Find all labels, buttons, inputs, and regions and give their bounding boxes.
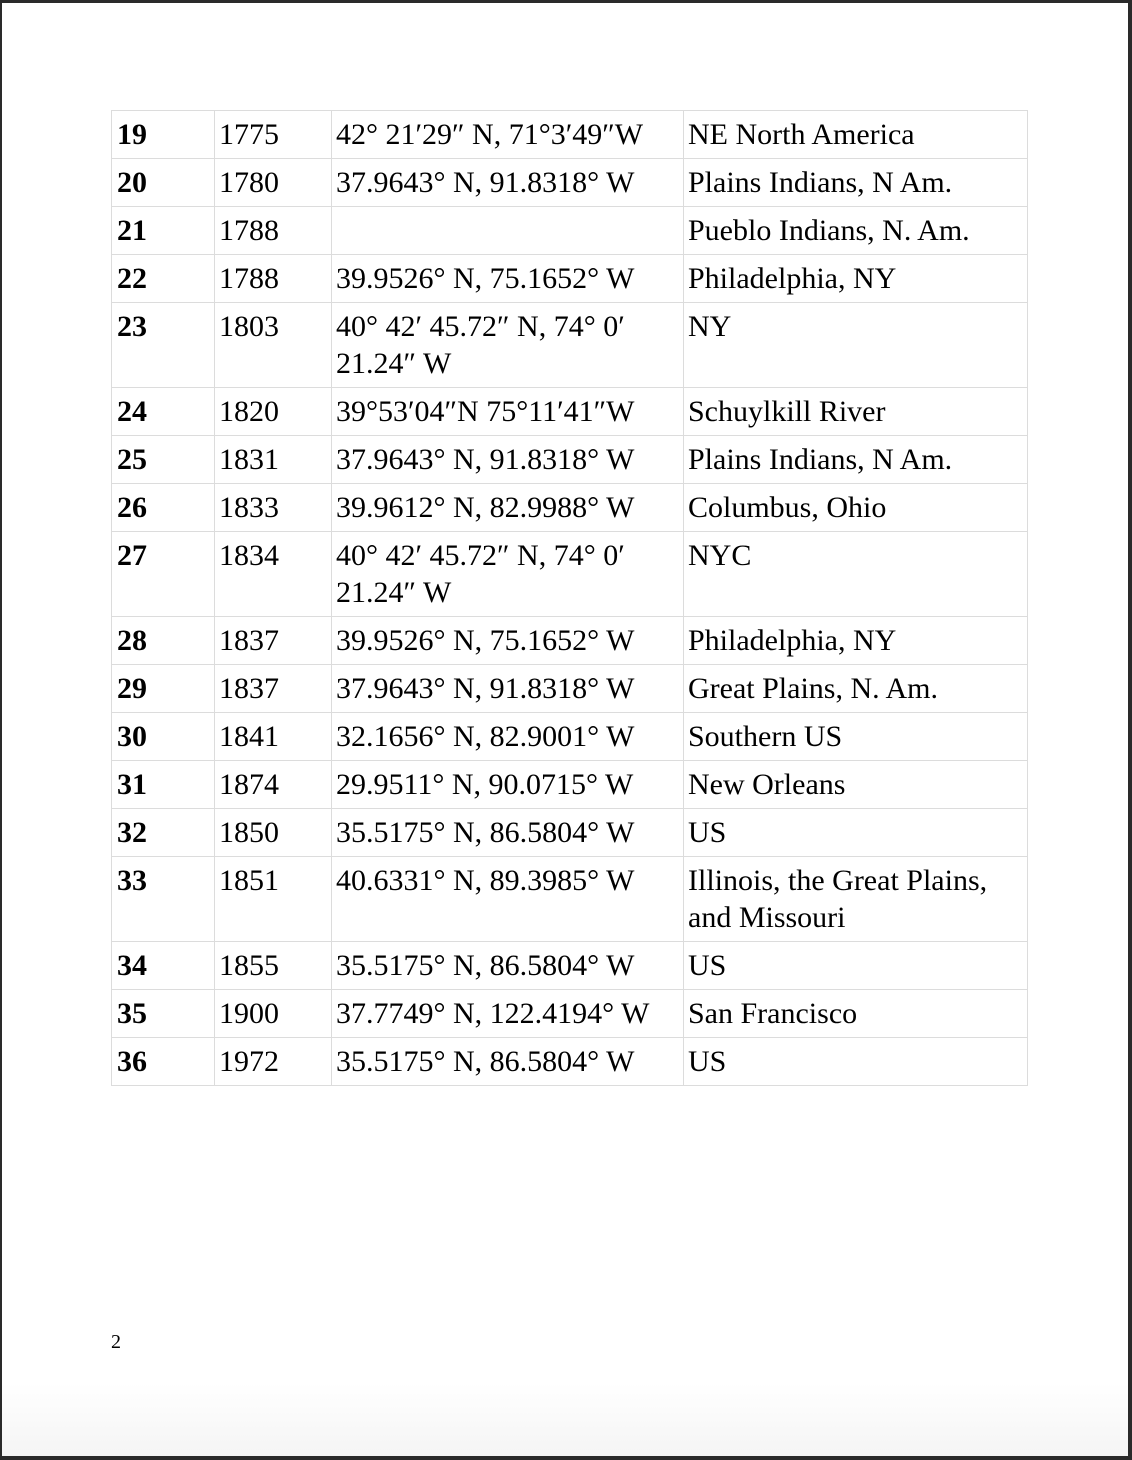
row-number-cell: 33 bbox=[112, 857, 215, 942]
coordinates-cell: 32.1656° N, 82.9001° W bbox=[332, 713, 684, 761]
coordinates-cell: 39.9612° N, 82.9988° W bbox=[332, 484, 684, 532]
row-number-cell: 19 bbox=[112, 111, 215, 159]
row-number-cell: 28 bbox=[112, 617, 215, 665]
year-cell: 1855 bbox=[215, 942, 332, 990]
location-cell: NE North America bbox=[684, 111, 1028, 159]
events-table bbox=[111, 110, 1028, 1086]
row-number-cell: 36 bbox=[112, 1038, 215, 1086]
year-cell: 1820 bbox=[215, 388, 332, 436]
table-row bbox=[112, 713, 1028, 761]
table-body bbox=[112, 111, 1028, 1086]
coordinates-cell: 29.9511° N, 90.0715° W bbox=[332, 761, 684, 809]
row-number-cell: 24 bbox=[112, 388, 215, 436]
table-row bbox=[112, 1038, 1028, 1086]
coordinates-cell: 37.7749° N, 122.4194° W bbox=[332, 990, 684, 1038]
location-cell: Pueblo Indians, N. Am. bbox=[684, 207, 1028, 255]
location-cell: US bbox=[684, 942, 1028, 990]
location-cell: NY bbox=[684, 303, 1028, 388]
year-cell: 1841 bbox=[215, 713, 332, 761]
year-cell: 1834 bbox=[215, 532, 332, 617]
location-cell: Columbus, Ohio bbox=[684, 484, 1028, 532]
row-number-cell: 22 bbox=[112, 255, 215, 303]
table-row bbox=[112, 159, 1028, 207]
year-cell: 1775 bbox=[215, 111, 332, 159]
location-cell: San Francisco bbox=[684, 990, 1028, 1038]
table-row bbox=[112, 255, 1028, 303]
location-cell: Philadelphia, NY bbox=[684, 617, 1028, 665]
location-cell: Philadelphia, NY bbox=[684, 255, 1028, 303]
table-row bbox=[112, 617, 1028, 665]
coordinates-cell: 39.9526° N, 75.1652° W bbox=[332, 255, 684, 303]
table-row bbox=[112, 303, 1028, 388]
page-number: 2 bbox=[111, 1331, 121, 1353]
year-cell: 1803 bbox=[215, 303, 332, 388]
row-number-cell: 29 bbox=[112, 665, 215, 713]
row-number-cell: 35 bbox=[112, 990, 215, 1038]
year-cell: 1900 bbox=[215, 990, 332, 1038]
location-cell: Plains Indians, N Am. bbox=[684, 159, 1028, 207]
year-cell: 1972 bbox=[215, 1038, 332, 1086]
table-row bbox=[112, 665, 1028, 713]
year-cell: 1833 bbox=[215, 484, 332, 532]
year-cell: 1831 bbox=[215, 436, 332, 484]
table-row bbox=[112, 388, 1028, 436]
table-row bbox=[112, 436, 1028, 484]
coordinates-cell: 35.5175° N, 86.5804° W bbox=[332, 942, 684, 990]
row-number-cell: 34 bbox=[112, 942, 215, 990]
location-cell: Great Plains, N. Am. bbox=[684, 665, 1028, 713]
location-cell: Southern US bbox=[684, 713, 1028, 761]
location-cell: US bbox=[684, 809, 1028, 857]
year-cell: 1780 bbox=[215, 159, 332, 207]
coordinates-cell: 40° 42′ 45.72″ N, 74° 0′ 21.24″ W bbox=[332, 532, 684, 617]
row-number-cell: 21 bbox=[112, 207, 215, 255]
coordinates-cell: 37.9643° N, 91.8318° W bbox=[332, 159, 684, 207]
table-row bbox=[112, 857, 1028, 942]
coordinates-cell: 35.5175° N, 86.5804° W bbox=[332, 1038, 684, 1086]
row-number-cell: 31 bbox=[112, 761, 215, 809]
coordinates-cell: 39.9526° N, 75.1652° W bbox=[332, 617, 684, 665]
location-cell: Schuylkill River bbox=[684, 388, 1028, 436]
row-number-cell: 32 bbox=[112, 809, 215, 857]
row-number-cell: 23 bbox=[112, 303, 215, 388]
coordinates-cell bbox=[332, 207, 684, 255]
location-cell: New Orleans bbox=[684, 761, 1028, 809]
row-number-cell: 25 bbox=[112, 436, 215, 484]
table-row bbox=[112, 761, 1028, 809]
row-number-cell: 20 bbox=[112, 159, 215, 207]
table-row bbox=[112, 111, 1028, 159]
table-row bbox=[112, 809, 1028, 857]
year-cell: 1850 bbox=[215, 809, 332, 857]
year-cell: 1788 bbox=[215, 207, 332, 255]
location-cell: US bbox=[684, 1038, 1028, 1086]
table-row bbox=[112, 484, 1028, 532]
year-cell: 1837 bbox=[215, 665, 332, 713]
year-cell: 1851 bbox=[215, 857, 332, 942]
coordinates-cell: 39°53′04″N 75°11′41″W bbox=[332, 388, 684, 436]
table-row bbox=[112, 990, 1028, 1038]
row-number-cell: 26 bbox=[112, 484, 215, 532]
coordinates-cell: 37.9643° N, 91.8318° W bbox=[332, 665, 684, 713]
location-cell: NYC bbox=[684, 532, 1028, 617]
coordinates-cell: 37.9643° N, 91.8318° W bbox=[332, 436, 684, 484]
table-row bbox=[112, 942, 1028, 990]
table-row bbox=[112, 207, 1028, 255]
year-cell: 1837 bbox=[215, 617, 332, 665]
location-cell: Plains Indians, N Am. bbox=[684, 436, 1028, 484]
coordinates-cell: 40.6331° N, 89.3985° W bbox=[332, 857, 684, 942]
coordinates-cell: 42° 21′29″ N, 71°3′49″W bbox=[332, 111, 684, 159]
location-cell: Illinois, the Great Plains, and Missouri bbox=[684, 857, 1028, 942]
row-number-cell: 27 bbox=[112, 532, 215, 617]
coordinates-cell: 40° 42′ 45.72″ N, 74° 0′ 21.24″ W bbox=[332, 303, 684, 388]
year-cell: 1874 bbox=[215, 761, 332, 809]
row-number-cell: 30 bbox=[112, 713, 215, 761]
table-row bbox=[112, 532, 1028, 617]
coordinates-cell: 35.5175° N, 86.5804° W bbox=[332, 809, 684, 857]
year-cell: 1788 bbox=[215, 255, 332, 303]
